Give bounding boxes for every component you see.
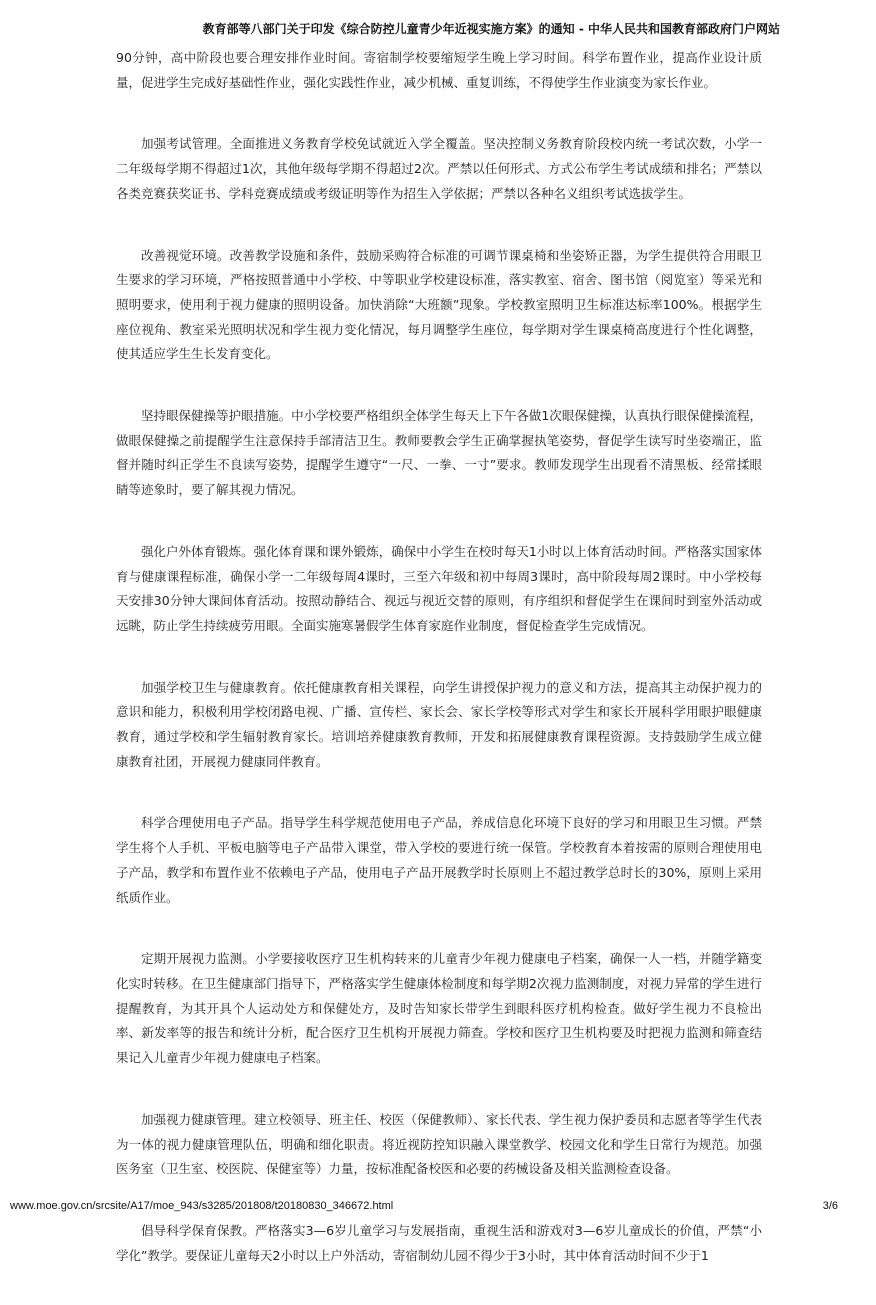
- paragraph-health-education: 加强学校卫生与健康教育。依托健康教育相关课程，向学生讲授保护视力的意义和方法，提高其主动保护视力的意识和能力，积极利用学校闭路电视、广播、宣传栏、家长会、家长学校等形式对学生和家长开展科学用眼护眼健康教育，通过学校和学生辐射教育家长。培训培养健康教育教师，开发和拓展健康教育课程资源。支持鼓励学生成立健康教育社团，开展视力健康同伴教育。: [116, 679, 762, 769]
- paragraph-preschool-care: 倡导科学保育保教。严格落实3—6岁儿童学习与发展指南，重视生活和游戏对3—6岁儿童成长的价值，严禁“小学化”教学。要保证儿童每天2小时以上户外活动，寄宿制幼儿园不得少于3小时，其中体育活动时间不少于1: [116, 1222, 762, 1263]
- article-body: [116, 46, 762, 1305]
- paragraph-homework: 90分钟，高中阶段也要合理安排作业时间。寄宿制学校要缩短学生晚上学习时间。科学布置作业，提高作业设计质量，促进学生完成好基础性作业，强化实践性作业，减少机械、重复训练，不得使学生作业演变为家长作业。: [116, 50, 762, 90]
- page-footer: [10, 1200, 866, 1216]
- paragraph-vision-management: 加强视力健康管理。建立校领导、班主任、校医（保健教师）、家长代表、学生视力保护委员和志愿者等学生代表为一体的视力健康管理队伍，明确和细化职责。将近视防控知识融入课堂教学、校园文化和学生日常行为规范。加强医务室（卫生室、校医院、保健室等）力量，按标准配备校医和必要的药械设备及相关监测检查设备。: [116, 1111, 762, 1177]
- paragraph-eye-exercises: 坚持眼保健操等护眼措施。中小学校要严格组织全体学生每天上下午各做1次眼保健操，认真执行眼保健操流程，做眼保健操之前提醒学生注意保持手部清洁卫生。教师要教会学生正确掌握执笔姿势，督促学生读写时坐姿端正，监督并随时纠正学生不良读写姿势，提醒学生遵守“一尺、一拳、一寸”要求。教师发现学生出现看不清黑板、经常揉眼睛等迹象时，要了解其视力情况。: [116, 408, 762, 498]
- footer-page-number: 3/6: [822, 1200, 838, 1212]
- page-title: 教育部等八部门关于印发《综合防控儿童青少年近视实施方案》的通知 - 中华人民共和国教育部政府门户网站: [202, 22, 780, 36]
- footer-url: www.moe.gov.cn/srcsite/A17/moe_943/s3285/201808/t20180830_346672.html: [10, 1200, 394, 1212]
- paragraph-exam-management: 加强考试管理。全面推进义务教育学校免试就近入学全覆盖。坚决控制义务教育阶段校内统一考试次数，小学一二年级每学期不得超过1次，其他年级每学期不得超过2次。严禁以任何形式、方式公布学生考试成绩和排名；严禁以各类竞赛获奖证书、学科竞赛成绩或考级证明等作为招生入学依据；严禁以各种名义组织考试选拔学生。: [116, 136, 762, 201]
- paragraph-electronic-products: 科学合理使用电子产品。指导学生科学规范使用电子产品，养成信息化环境下良好的学习和用眼卫生习惯。严禁学生将个人手机、平板电脑等电子产品带入课堂，带入学校的要进行统一保管。学校教育本着按需的原则合理使用电子产品，教学和布置作业不依赖电子产品，使用电子产品开展教学时长原则上不超过教学总时长的30%，原则上采用纸质作业。: [116, 815, 762, 905]
- paragraph-outdoor-exercise: 强化户外体育锻炼。强化体育课和课外锻炼，确保中小学生在校时每天1小时以上体育活动时间。严格落实国家体育与健康课程标准，确保小学一二年级每周4课时，三至六年级和初中每周3课时，高中阶段每周2课时。中小学校每天安排30分钟大课间体育活动。按照动静结合、视远与视近交替的原则，有序组织和督促学生在课间时到室外活动或远眺，防止学生持续疲劳用眼。全面实施寒暑假学生体育家庭作业制度，督促检查学生完成情况。: [116, 543, 762, 633]
- paragraph-visual-environment: 改善视觉环境。改善教学设施和条件，鼓励采购符合标准的可调节课桌椅和坐姿矫正器，为学生提供符合用眼卫生要求的学习环境，严格按照普通中小学校、中等职业学校建设标准，落实教室、宿舍、图书馆（阅览室）等采光和照明要求，使用利于视力健康的照明设备。加快消除“大班额”现象。学校教室照明卫生标准达标率100%。根据学生座位视角、教室采光照明状况和学生视力变化情况，每月调整学生座位，每学期对学生课桌椅高度进行个性化调整，使其适应学生生长发育变化。: [116, 247, 762, 362]
- paragraph-vision-monitoring: 定期开展视力监测。小学要接收医疗卫生机构转来的儿童青少年视力健康电子档案，确保一人一档，并随学籍变化实时转移。在卫生健康部门指导下，严格落实学生健康体检制度和每学期2次视力监测制度，对视力异常的学生进行提醒教育，为其开具个人运动处方和保健处方，及时告知家长带学生到眼科医疗机构检查。做好学生视力不良检出率、新发率等的报告和统计分析，配合医疗卫生机构开展视力筛查。学校和医疗卫生机构要及时把视力监测和筛查结果记入儿童青少年视力健康电子档案。: [116, 951, 762, 1066]
